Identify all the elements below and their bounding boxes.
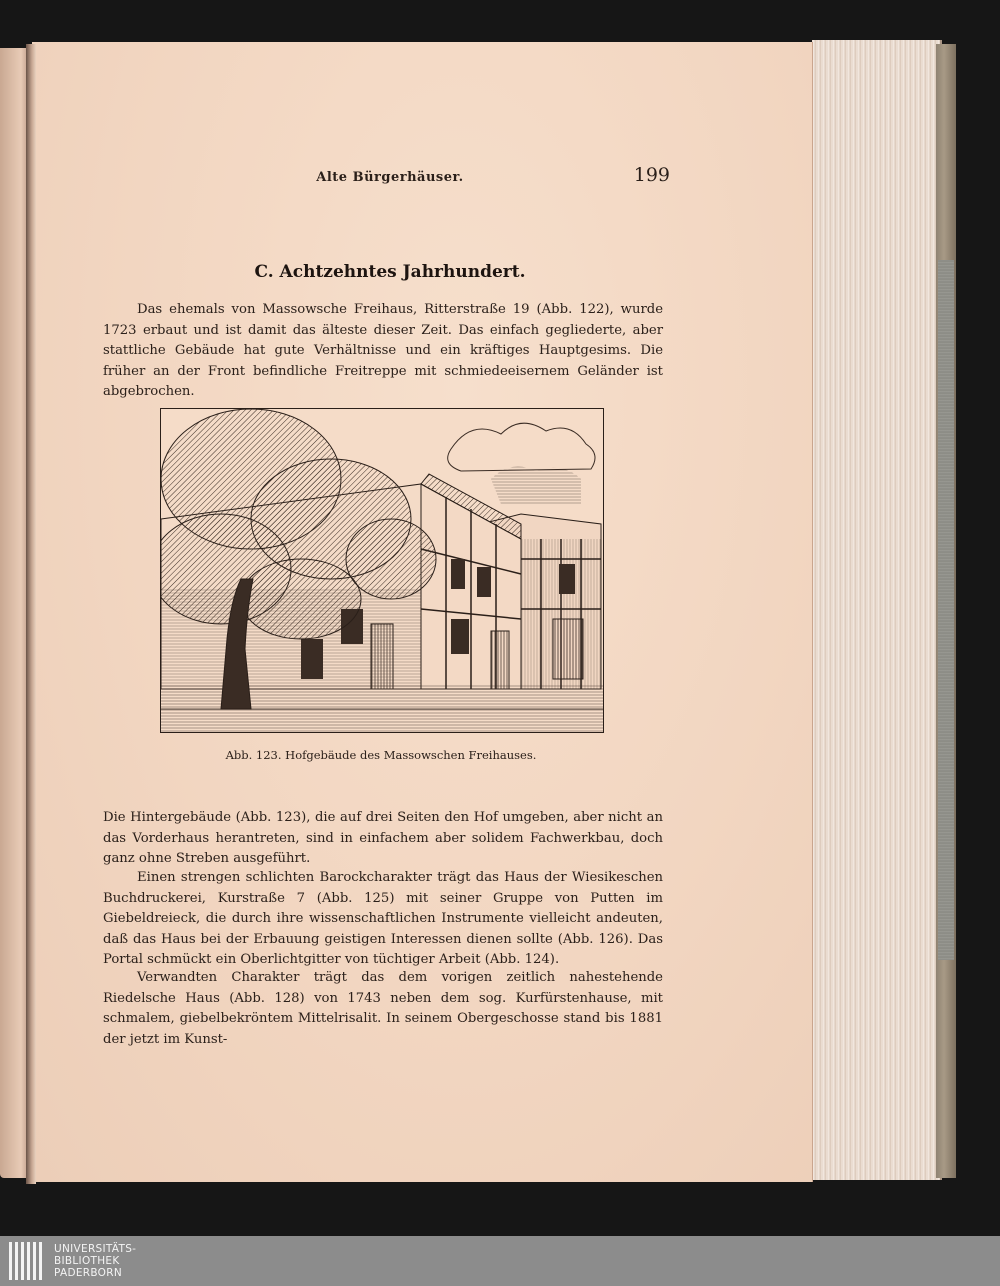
paragraph-4: Verwandten Charakter trägt das dem vorigen zeitlich nahestehende Riedelsche Haus (Abb. 128) von 1743 neben dem sog. Kurfürstenhause, mit schmalem, giebelbekröntem Mittelrisalit. In seinem Obergeschosse stand bis 1881 der jetzt im Kunst-	[103, 970, 663, 1047]
logo-line-2: BIBLIOTHEK	[54, 1255, 120, 1267]
courtyard-engraving	[161, 409, 603, 732]
running-head: Alte Bürgerhäuser.	[316, 170, 464, 185]
section-heading: C. Achtzehntes Jahrhundert.	[254, 262, 526, 282]
book-cover-cloth	[938, 260, 954, 960]
paragraph-3: Einen strengen schlichten Barockcharakter trägt das Haus der Wiesikeschen Buchdruckerei, Kurstraße 7 (Abb. 125) mit seiner Gruppe von Putten im Giebeldreieck, die durch ihre wissenschaftlichen Instrumente vielleicht andeuten, daß das Haus bei der Erbauung geistigen Interessen dienen sollte (Abb. 126). Das Portal schmückt ein Oberlichtgitter von tüchtiger Arbeit (Abb. 124).	[103, 870, 663, 967]
logo-line-3: PADERBORN	[54, 1267, 122, 1279]
library-logo-icon	[6, 1240, 48, 1282]
book-gutter	[26, 44, 36, 1184]
library-logo-text	[54, 1243, 136, 1279]
figure-caption: Abb. 123. Hofgebäude des Massowschen Freihauses.	[225, 748, 537, 762]
logo-line-1: UNIVERSITÄTS-	[54, 1243, 137, 1255]
footer-bar	[0, 1236, 1000, 1286]
paragraph-1: Das ehemals von Massowsche Freihaus, Ritterstraße 19 (Abb. 122), wurde 1723 erbaut und ist damit das älteste dieser Zeit. Das einfach gegliederte, aber stattliche Gebäude hat gute Verhältnisse und ein kräftiges Hauptgesims. Die früher an der Front befindliche Freitreppe mit schmiedeeisernem Geländer ist abgebrochen.	[103, 302, 663, 399]
figure-courtyard-illustration	[160, 408, 604, 733]
page-number: 199	[633, 164, 670, 186]
paragraph-2: Die Hintergebäude (Abb. 123), die auf drei Seiten den Hof umgeben, aber nicht an das Vorderhaus herantreten, sind in einfachem aber solidem Fachwerkbau, doch ganz ohne Streben ausgeführt.	[103, 810, 663, 866]
page-edges	[812, 40, 942, 1180]
